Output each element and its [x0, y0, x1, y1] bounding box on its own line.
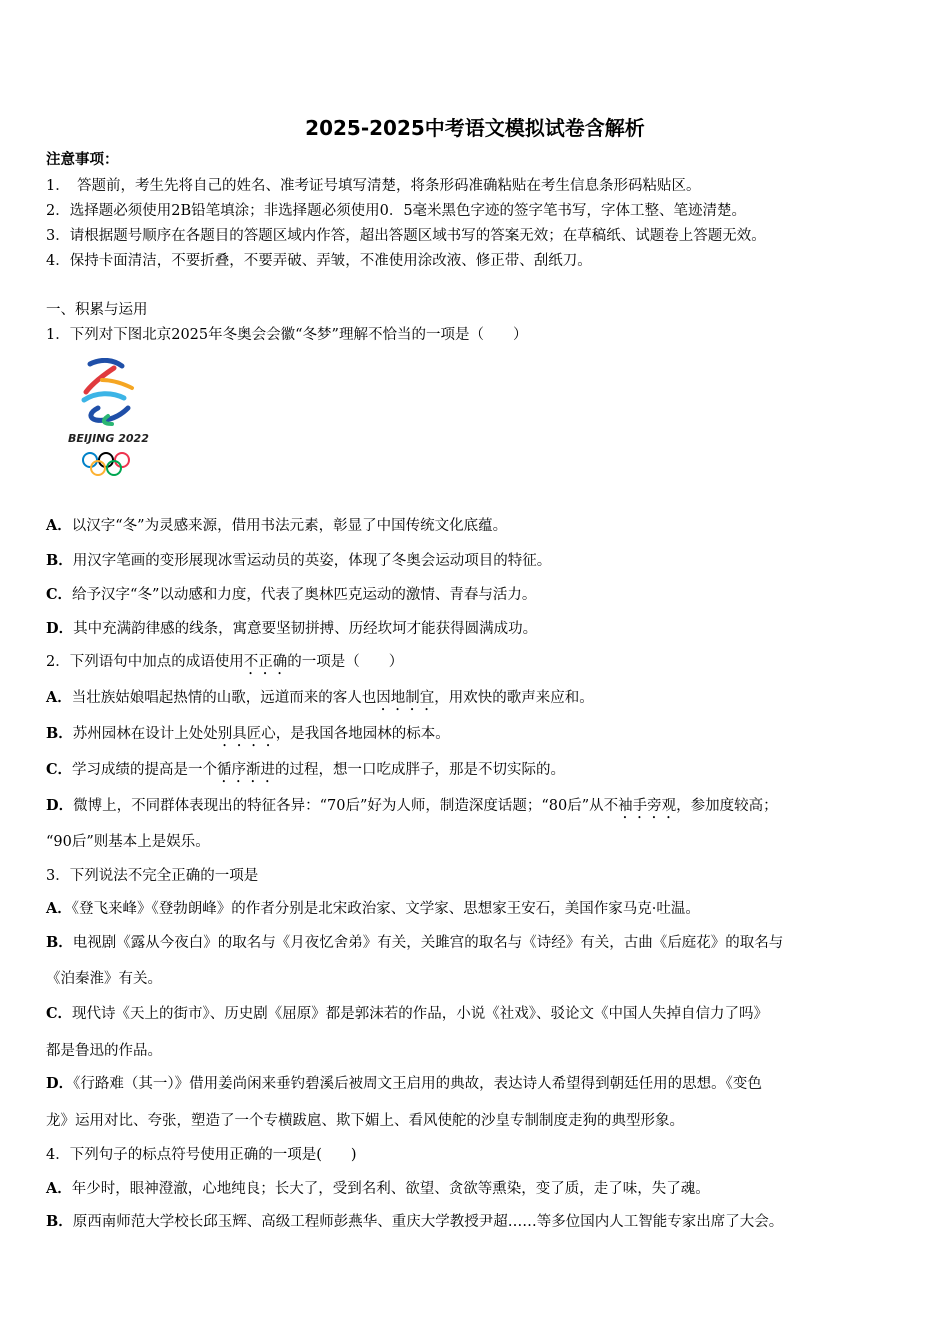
- section-heading: 一、积累与运用: [46, 302, 148, 318]
- option-d-continued: 龙》运用对比、夸张，塑造了一个专横跋扈、欺下媚上、看风使舵的沙皇专制制度走狗的典型形象。: [46, 1113, 684, 1129]
- option-a: A．年少时，眼神澄澈，心地纯良；长大了，受到名利、欲望、贪欲等熏染，变了质，走了味，失了魂。: [46, 1180, 710, 1197]
- notice-item: 2．选择题必须使用2B铅笔填涂；非选择题必须使用0．5毫米黑色字迹的签字笔书写，字体工整、笔迹清楚。: [46, 203, 747, 219]
- emblem-text: BEIJING 2022: [68, 432, 149, 445]
- option-b: B．原西南师范大学校长邱玉辉、高级工程师彭燕华、重庆大学教授尹超……等多位国内人工智能专家出席了大会。: [46, 1213, 784, 1230]
- notice-item: 3．请根据题号顺序在各题目的答题区域内作答，超出答题区域书写的答案无效；在草稿纸、试题卷上答题无效。: [46, 228, 766, 244]
- option-a: A．当壮族姑娘唱起热情的山歌，远道而来的客人也因地制宜，用欢快的歌声来应和。: [46, 689, 594, 706]
- question-4-stem: 4．下列句子的标点符号使用正确的一项是( ): [46, 1147, 357, 1163]
- option-b: B．苏州园林在设计上处处别具匠心，是我国各地园林的标本。: [46, 725, 450, 742]
- notice-item: 4．保持卡面清洁，不要折叠，不要弄破、弄皱，不准使用涂改液、修正带、刮纸刀。: [46, 253, 592, 269]
- option-b: B．用汉字笔画的变形展现冰雪运动员的英姿，体现了冬奥会运动项目的特征。: [46, 552, 552, 569]
- question-1-stem: 1．下列对下图北京2025年冬奥会会徽“冬梦”理解不恰当的一项是（ ）: [46, 327, 528, 343]
- notice-item: 1． 答题前，考生先将自己的姓名、准考证号填写清楚，将条形码准确粘贴在考生信息条形码粘贴区。: [46, 178, 701, 194]
- option-d: D．其中充满韵律感的线条，寓意要坚韧拼搏、历经坎坷才能获得圆满成功。: [46, 620, 538, 637]
- option-b-continued: 《泊秦淮》有关。: [46, 971, 162, 987]
- option-c: C．给予汉字“冬”以动感和力度，代表了奥林匹克运动的激情、青春与活力。: [46, 586, 537, 603]
- beijing-2022-emblem: [62, 358, 162, 484]
- option-a: A．《登飞来峰》《登勃朗峰》的作者分别是北宋政治家、文学家、思想家王安石，美国作家马克·吐温。: [46, 900, 700, 917]
- option-a: A．以汉字“冬”为灵感来源，借用书法元素，彰显了中国传统文化底蕴。: [46, 517, 508, 534]
- question-2-stem: 2．下列语句中加点的成语使用不正确的一项是（ ）: [46, 654, 404, 670]
- option-d: D．《行路难（其一）》借用姜尚闲来垂钓碧溪后被周文王启用的典故，表达诗人希望得到朝廷任用的思想。《变色: [46, 1075, 762, 1092]
- option-c: C．学习成绩的提高是一个循序渐进的过程，想一口吃成胖子，那是不切实际的。: [46, 761, 566, 778]
- option-d-continued: “90后”则基本上是娱乐。: [46, 834, 210, 850]
- question-3-stem: 3．下列说法不完全正确的一项是: [46, 868, 259, 884]
- option-c-continued: 都是鲁迅的作品。: [46, 1043, 162, 1059]
- page-title: 2025-2025中考语文模拟试卷含解析: [305, 116, 645, 140]
- notice-heading: 注意事项：: [46, 151, 119, 168]
- option-c: C．现代诗《天上的街市》、历史剧《屈原》都是郭沫若的作品，小说《社戏》、驳论文《中国人失掉自信力了吗》: [46, 1005, 769, 1022]
- option-b: B．电视剧《露从今夜白》的取名与《月夜忆舍弟》有关，关雎宫的取名与《诗经》有关，古曲《后庭花》的取名与: [46, 934, 784, 951]
- option-d: D．微博上，不同群体表现出的特征各异：“70后”好为人师，制造深度话题；“80后”从不袖手旁观，参加度较高；: [46, 797, 778, 814]
